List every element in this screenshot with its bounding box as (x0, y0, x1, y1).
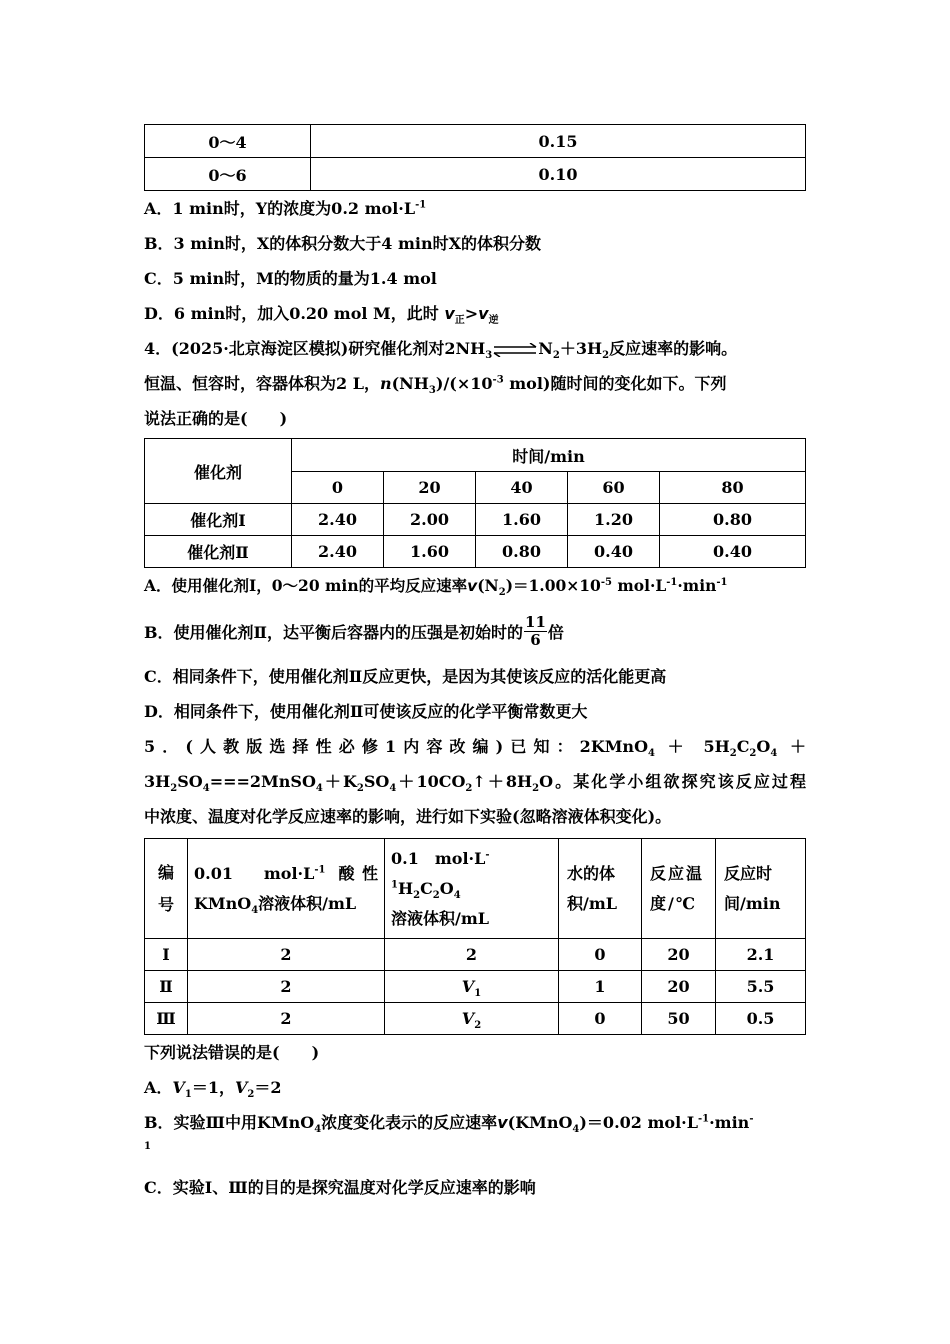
subscript: 正 (454, 315, 465, 327)
table-header: 20 (384, 472, 476, 504)
text: B．使用催化剂Ⅱ，达平衡后容器内的压强是初始时的 (144, 622, 524, 642)
table-cell: 2 (385, 939, 559, 971)
superscript: -1 (697, 1113, 710, 1125)
table-cell: 0 (559, 1003, 642, 1035)
table-cell (385, 971, 559, 1003)
text: 浓度变化表示的反应速率 (321, 1113, 498, 1132)
subscript: 1 (184, 1089, 192, 1101)
table-cell: 20 (642, 939, 716, 971)
subscript: 3 (428, 385, 436, 397)
velocity-symbol: v (444, 304, 455, 323)
table-cell: 0～6 (145, 158, 311, 191)
document-page (144, 124, 806, 1205)
text: V (172, 1078, 185, 1097)
text: )/(×10 (435, 374, 493, 393)
subscript: 2 (552, 350, 560, 362)
experiment-table (144, 838, 806, 1035)
text: 酸性 (338, 863, 378, 883)
table-cell: 2.40 (292, 536, 384, 568)
text: A．使用催化剂Ⅰ，0～20 min的平均反应速率 (144, 576, 468, 595)
q4-stem-line3: 说法正确的是( ) (144, 409, 288, 428)
text: mol)随时间的变化如下。下列 (503, 374, 727, 393)
table-row (145, 536, 806, 568)
superscript: -1 (716, 576, 728, 588)
table-cell: 20 (642, 971, 716, 1003)
table-header: 催化剂 (145, 439, 292, 504)
table-cell: Ⅰ (145, 939, 188, 971)
velocity-symbol: v (497, 1113, 508, 1132)
text: D．6 min时，加入0.20 mol M，此时 (144, 304, 439, 323)
subscript: 4 (572, 1124, 580, 1136)
table-cell: 0.40 (568, 536, 660, 568)
table-cell: 催化剂Ⅱ (145, 536, 292, 568)
subscript: 2 (474, 1020, 482, 1032)
superscript: -5 (600, 576, 612, 588)
text: V (461, 977, 475, 996)
table-row (145, 971, 806, 1003)
header-text: 0.1 $mol\cdot L^{-1}H_2C_2O_4$ 溶液体积/mL (385, 840, 558, 938)
table-header: 60 (568, 472, 660, 504)
q5-stem-line2: $3H_2SO_4===2MnSO_4+K_2SO_4+10CO_2↑+8H_2O$。某化学小组欲探究该反应过程 (144, 772, 806, 795)
table-header (642, 839, 716, 939)
table-row (145, 504, 806, 536)
header-text: 反应时间/min (724, 863, 781, 913)
table-row (145, 1003, 806, 1035)
text: )＝0.02 mol·L (579, 1113, 698, 1132)
q5-question: 下列说法错误的是( ) (144, 1043, 320, 1062)
equilibrium-arrow-icon (492, 343, 538, 357)
q5-option-a (144, 1070, 806, 1105)
table-header: 时间/min (292, 439, 806, 472)
header-text: 水的体积/mL (567, 863, 618, 913)
text: 5．(人教版选择性必修1内容改编)已知：2KMnO (144, 737, 649, 756)
text: ＋3H (559, 339, 603, 358)
table-cell: 0.80 (476, 536, 568, 568)
table-cell: 0 (559, 939, 642, 971)
table-cell: 0.10 (311, 158, 806, 191)
q3-option-c: C．5 min时，M的物质的量为1.4 mol (144, 269, 437, 288)
table-header (188, 839, 385, 939)
rate-table (144, 124, 806, 191)
table-cell: 0.40 (660, 536, 806, 568)
text: 反应速率的影响。 (609, 339, 738, 358)
table-cell: 催化剂Ⅰ (145, 504, 292, 536)
text: 溶液体积/mL (391, 908, 490, 928)
table-header (559, 839, 642, 939)
table-header (385, 839, 559, 939)
text: 3H (144, 772, 171, 791)
text: (NH (391, 374, 429, 393)
text: N (538, 339, 553, 358)
subscript: 1 (474, 988, 482, 1000)
table-cell (385, 1003, 559, 1035)
text: A．1 min时，Y的浓度为0.2 mol·L (144, 199, 416, 218)
q3-option-b: B．3 min时，X的体积分数大于4 min时X的体积分数 (144, 234, 542, 253)
header-text: 反应温度/℃ (650, 863, 705, 913)
subscript: 逆 (488, 315, 499, 327)
q5-stem-line3: 中浓度、温度对化学反应速率的影响，进行如下实验(忽略溶液体积变化)。 (144, 807, 672, 826)
table-cell: 1.20 (568, 504, 660, 536)
text: 恒温、恒容时，容器体积为2 L， (144, 374, 380, 393)
table-cell: 2.1 (716, 939, 806, 971)
q5-option-b (144, 1105, 806, 1140)
text: V (234, 1078, 248, 1097)
table-cell: 2 (188, 1003, 385, 1035)
text: H (397, 878, 414, 898)
table-cell: Ⅱ (145, 971, 188, 1003)
fraction (524, 614, 547, 649)
table-header: 80 (660, 472, 806, 504)
q4-stem-line1 (144, 331, 806, 366)
text: 0.1 mol·L (391, 848, 486, 868)
text: )＝1.00×10 (505, 576, 601, 595)
q5-stem-line1: 5．(人教版选择性必修1内容改编)已知：2KMnO$_4$ ＋ $5H_2C_2O_4$ ＋ (144, 737, 806, 760)
text: mol·L (611, 576, 667, 595)
text: (KMnO (507, 1113, 573, 1132)
table-row (145, 439, 806, 472)
text: A． (144, 1078, 173, 1097)
text: 4．(2025·北京海淀区模拟)研究催化剂对2NH (144, 339, 486, 358)
text: KMnO (194, 893, 252, 913)
fraction-numerator: 11 (525, 612, 546, 631)
table-row (145, 125, 806, 158)
q4-option-d: D．相同条件下，使用催化剂Ⅱ可使该反应的化学平衡常数更大 (144, 702, 588, 721)
table-header: 0 (292, 472, 384, 504)
text: 1 (144, 1141, 151, 1152)
text: 溶液体积/mL (258, 893, 357, 913)
table-cell: 2 (188, 939, 385, 971)
subscript: 4 (314, 1124, 322, 1136)
catalyst-table (144, 438, 806, 568)
q4-option-a (144, 568, 806, 603)
q5-option-b-wrap (144, 1140, 806, 1170)
table-cell: 5.5 (716, 971, 806, 1003)
velocity-symbol: v (467, 577, 478, 595)
table-cell: 0.15 (311, 125, 806, 158)
text: B．实验Ⅲ中用KMnO (144, 1113, 315, 1132)
q3-option-d (144, 296, 806, 331)
subscript: 2 (602, 350, 610, 362)
header-text: 编号 (158, 862, 175, 914)
text: ＝2 (254, 1078, 282, 1097)
table-cell: 0.80 (660, 504, 806, 536)
text: n (379, 374, 392, 393)
text: ·min (709, 1113, 750, 1132)
text: (N (477, 576, 499, 595)
text: 倍 (547, 622, 564, 642)
table-header (145, 839, 188, 939)
superscript: -3 (492, 374, 504, 386)
q4-option-c: C．相同条件下，使用催化剂Ⅱ反应更快，是因为其使该反应的活化能更高 (144, 667, 667, 686)
q3-option-a (144, 191, 806, 226)
text: V (461, 1009, 475, 1028)
fraction-denominator: 6 (530, 630, 541, 649)
table-cell: Ⅲ (145, 1003, 188, 1035)
velocity-symbol: v (478, 304, 489, 323)
table-cell: 2 (188, 971, 385, 1003)
table-cell: 1 (559, 971, 642, 1003)
q4-stem-line2 (144, 366, 806, 401)
table-cell: 50 (642, 1003, 716, 1035)
table-row (145, 158, 806, 191)
table-row (145, 939, 806, 971)
text: ·min (677, 576, 717, 595)
table-cell: 2.40 (292, 504, 384, 536)
table-cell: 1.60 (476, 504, 568, 536)
subscript: 2 (247, 1089, 255, 1101)
table-cell: 0～4 (145, 125, 311, 158)
superscript: -1 (666, 576, 678, 588)
q5-option-c: C．实验Ⅰ、Ⅲ的目的是探究温度对化学反应速率的影响 (144, 1178, 536, 1197)
q4-option-b (144, 603, 806, 659)
table-row (145, 839, 806, 939)
superscript: - (749, 1113, 754, 1125)
subscript: 2 (498, 587, 506, 599)
subscript: 3 (485, 350, 493, 362)
header-text: 0.01 $mol\cdot L^{-1}$ 酸性 KMnO$_4$溶液体积/mL (194, 863, 378, 916)
text: 0.01 mol·L (194, 863, 315, 883)
table-header: 40 (476, 472, 568, 504)
table-cell: 2.00 (384, 504, 476, 536)
table-cell: 1.60 (384, 536, 476, 568)
text: ＝1， (191, 1078, 235, 1097)
table-cell: 0.5 (716, 1003, 806, 1035)
text: > (464, 304, 479, 323)
table-header (716, 839, 806, 939)
superscript: -1 (415, 199, 427, 211)
